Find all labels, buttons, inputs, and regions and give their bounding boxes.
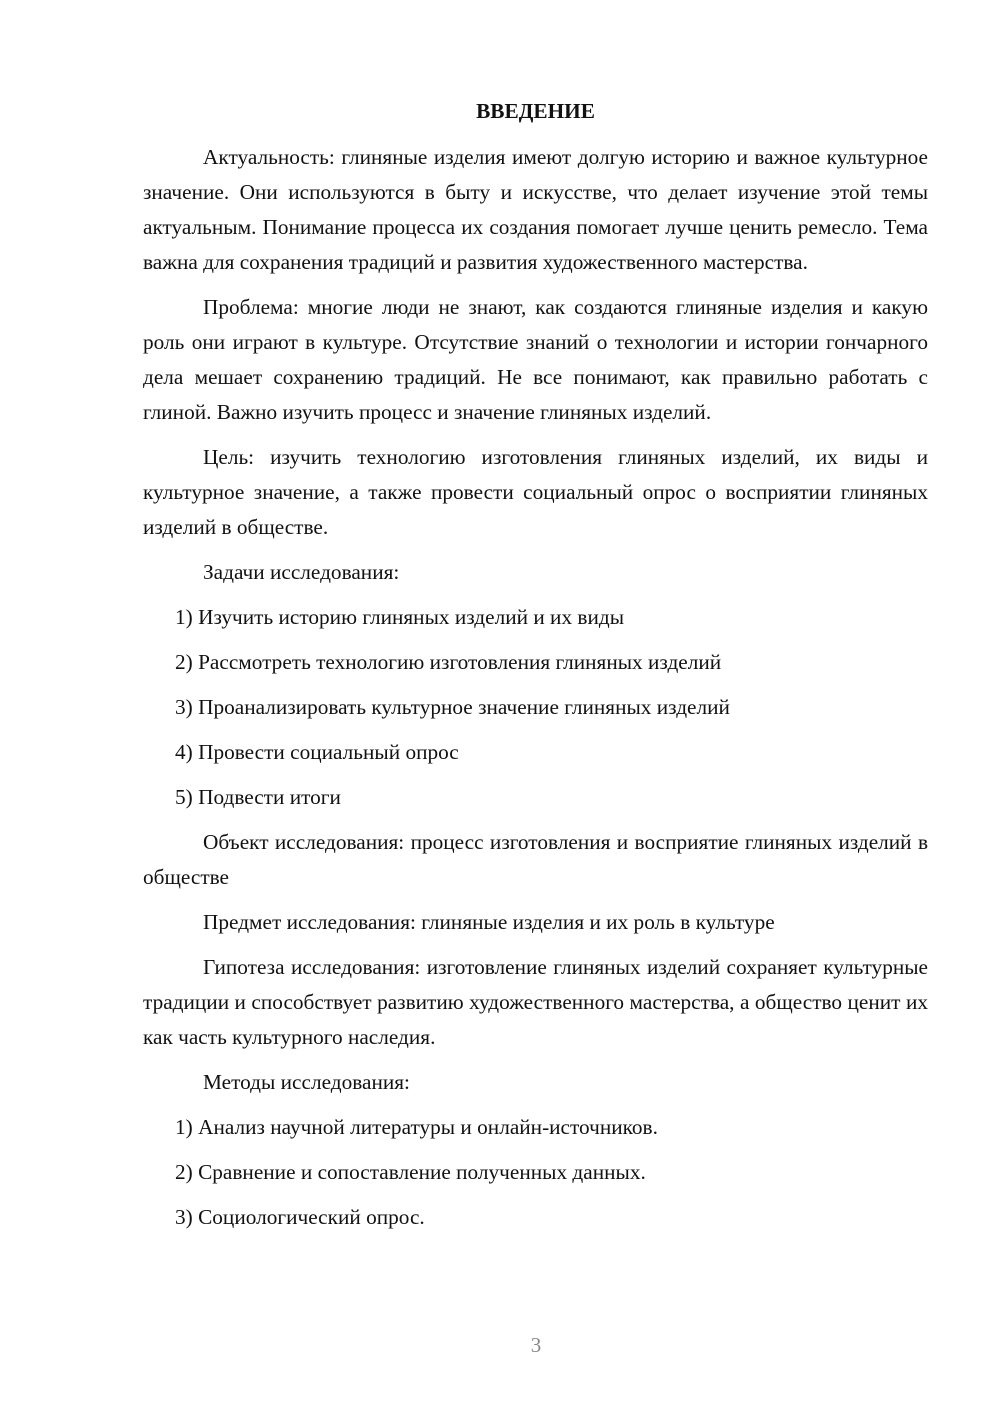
list-item: 3) Проанализировать культурное значение глиняных изделий — [175, 695, 730, 719]
tasks-list — [143, 600, 928, 815]
list-item: 5) Подвести итоги — [175, 785, 341, 809]
relevance-paragraph: Актуальность: глиняные изделия имеют долгую историю и важное культурное значение. Они используются в быту и искусстве, что делает изучение этой темы актуальным. Понимание процесса их создания помогает лучше ценить ремесло. Тема важна для сохранения традиций и развития художественного мастерства. — [143, 145, 928, 274]
hypothesis-paragraph: Гипотеза исследования: изготовление глиняных изделий сохраняет культурные традиции и способствует развитию художественного мастерства, а общество ценит их как часть культурного наследия. — [143, 955, 928, 1049]
page-title: ВВЕДЕНИЕ — [476, 99, 595, 123]
list-item: 1) Анализ научной литературы и онлайн-источников. — [175, 1115, 658, 1139]
list-item: 3) Социологический опрос. — [175, 1205, 425, 1229]
object-paragraph: Объект исследования: процесс изготовления и восприятие глиняных изделий в обществе — [143, 830, 928, 889]
methods-list — [143, 1110, 928, 1235]
list-item: 2) Рассмотреть технологию изготовления глиняных изделий — [175, 650, 722, 674]
list-item: 2) Сравнение и сопоставление полученных данных. — [175, 1160, 646, 1184]
goal-paragraph: Цель: изучить технологию изготовления глиняных изделий, их виды и культурное значение, а также провести социальный опрос о восприятии глиняных изделий в обществе. — [143, 445, 928, 539]
tasks-label: Задачи исследования: — [203, 560, 400, 584]
methods-label: Методы исследования: — [203, 1070, 410, 1094]
page-number: 3 — [530, 1333, 542, 1357]
list-item: 4) Провести социальный опрос — [175, 740, 459, 764]
list-item: 1) Изучить историю глиняных изделий и их виды — [175, 605, 625, 629]
problem-paragraph: Проблема: многие люди не знают, как создаются глиняные изделия и какую роль они играют в культуре. Отсутствие знаний о технологии и истории гончарного дела мешает сохранению традиций. Не все понимают, как правильно работать с глиной. Важно изучить процесс и значение глиняных изделий. — [143, 295, 928, 424]
subject-paragraph: Предмет исследования: глиняные изделия и их роль в культуре — [203, 910, 775, 934]
page-body — [143, 96, 928, 1245]
